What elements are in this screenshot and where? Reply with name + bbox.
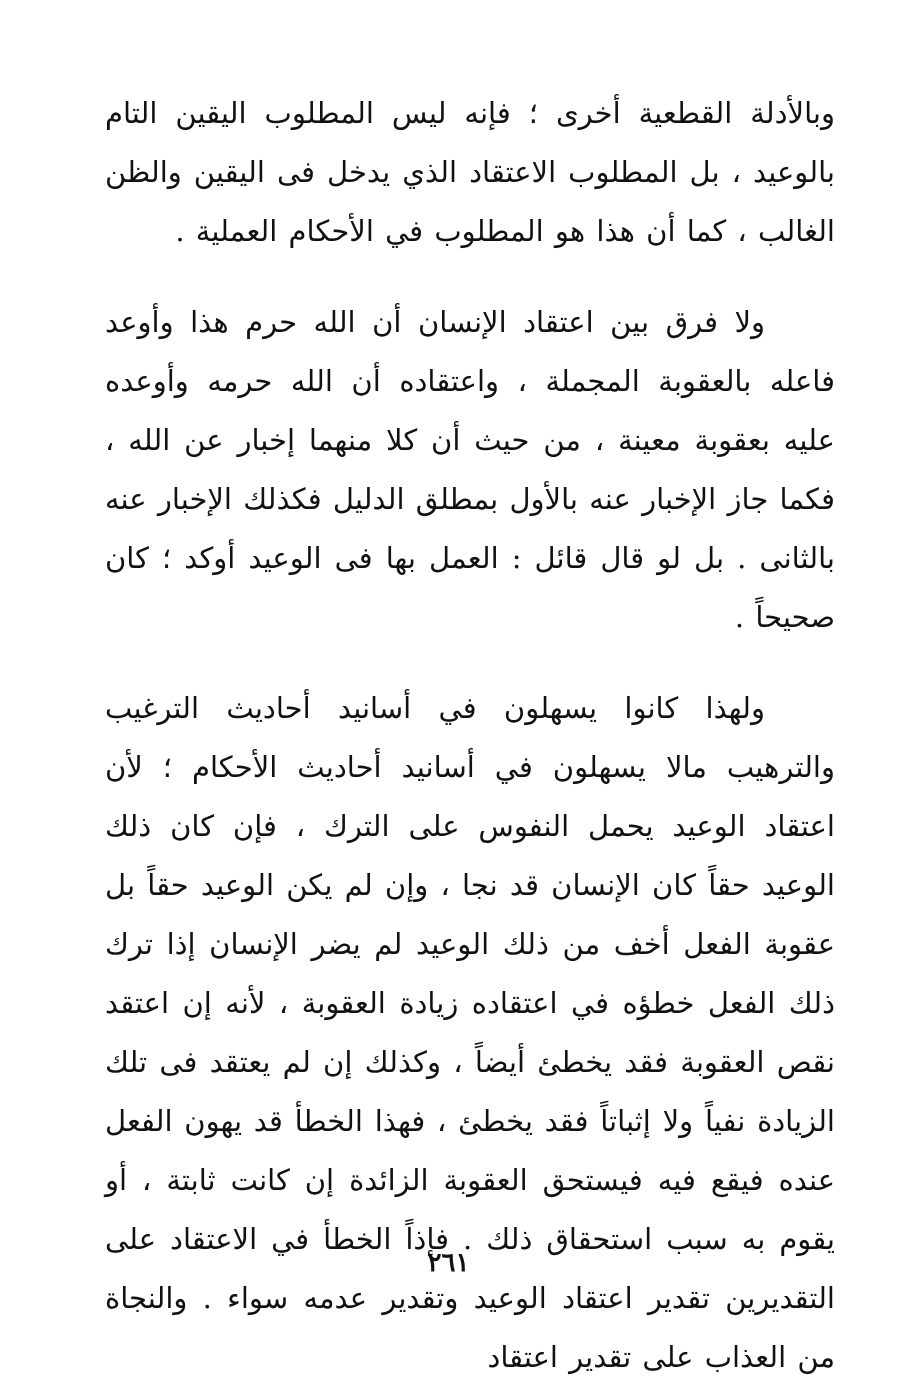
paragraph-2: ولا فرق بين اعتقاد الإنسان أن الله حرم هذا وأوعد فاعله بالعقوبة المجملة ، واعتقاده أن الله حرمه وأوعده عليه بعقوبة معينة ، من حيث أن كلا منهما إخبار عن الله ، فكما جاز الإخبار عنه بالأول بمطلق الدليل فكذلك الإخبار عنه بالثانى . بل لو قال قائل : العمل بها فى الوعيد أوكد ؛ كان صحيحاً . <box>105 305 835 634</box>
paragraph-3: ولهذا كانوا يسهلون في أسانيد أحاديث الترغيب والترهيب مالا يسهلون في أسانيد أحاديث الأحكام ؛ لأن اعتقاد الوعيد يحمل النفوس على الترك ، فإن كان ذلك الوعيد حقاً كان الإنسان قد نجا ، وإن لم يكن الوعيد حقاً بل عقوبة الفعل أخف من ذلك الوعيد لم يضر الإنسان إذا ترك ذلك الفعل خطؤه في اعتقاده زيادة العقوبة ، لأنه إن اعتقد نقص العقوبة فقد يخطئ أيضاً ، وكذلك إن لم يعتقد فى تلك الزيادة نفياً ولا إثباتاً فقد يخطئ ، فهذا الخطأ قد يهون الفعل عنده فيقع فيه فيستحق العقوبة الزائدة إن كانت ثابتة ، أو يقوم به سبب استحقاق ذلك . فإذاً الخطأ في الاعتقاد على التقديرين تقدير اعتقاد الوعيد وتقدير عدمه سواء . والنجاة من العذاب على تقدير اعتقاد <box>105 691 835 1374</box>
page-number: ٢٦١ <box>427 1248 470 1278</box>
paragraph-1: وبالأدلة القطعية أخرى ؛ فإنه ليس المطلوب اليقين التام بالوعيد ، بل المطلوب الاعتقاد الذي يدخل فى اليقين والظن الغالب ، كما أن هذا هو المطلوب في الأحكام العملية . <box>105 96 835 248</box>
book-page-body <box>105 84 835 1374</box>
